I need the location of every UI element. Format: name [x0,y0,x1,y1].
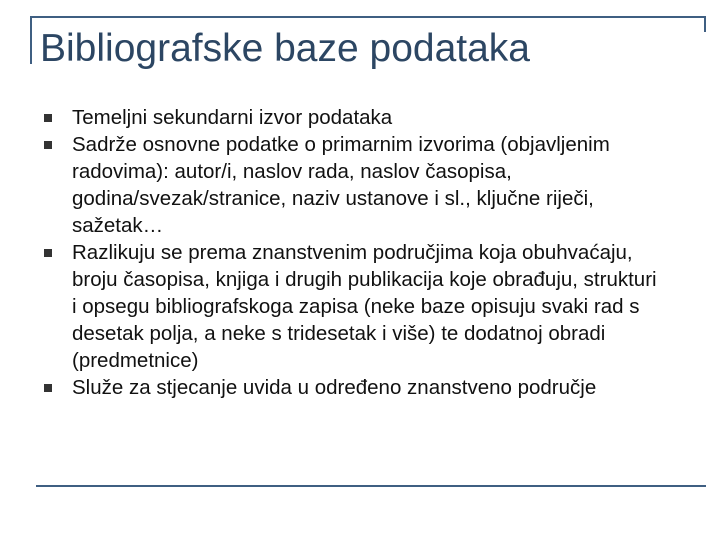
square-bullet-icon [44,114,52,122]
bullet-text: Služe za stjecanje uvida u određeno znanstveno područje [72,376,597,399]
bullet-item [40,239,660,374]
bullet-text: Razlikuju se prema znanstvenim područjima koja obuhvaćaju, broju časopisa, knjiga i drugih publikacija koje obrađuju, strukturi i opsegu bibliografskoga zapisa (neke baze opisuju svaki rad s desetak polja, a neke s tridesetak i više) te dodatnoj obradi (predmetnice) [72,241,657,372]
bullet-text: Sadrže osnovne podatke o primarnim izvorima (objavljenim radovima): autor/i, naslov rada, naslov časopisa, godina/svezak/stranice, naziv ustanove i sl., ključne riječi, sažetak… [72,133,610,237]
title-right-rule [704,16,706,32]
bullet-item [40,131,660,239]
slide-title: Bibliografske baze podataka [40,27,530,70]
title-left-rule [30,16,32,64]
square-bullet-icon [44,141,52,149]
bullet-list [40,104,660,401]
square-bullet-icon [44,384,52,392]
footer-rule [36,485,706,487]
bullet-text: Temeljni sekundarni izvor podataka [72,106,393,129]
title-top-rule [30,16,706,18]
bullet-item [40,374,660,401]
bullet-item [40,104,660,131]
square-bullet-icon [44,249,52,257]
